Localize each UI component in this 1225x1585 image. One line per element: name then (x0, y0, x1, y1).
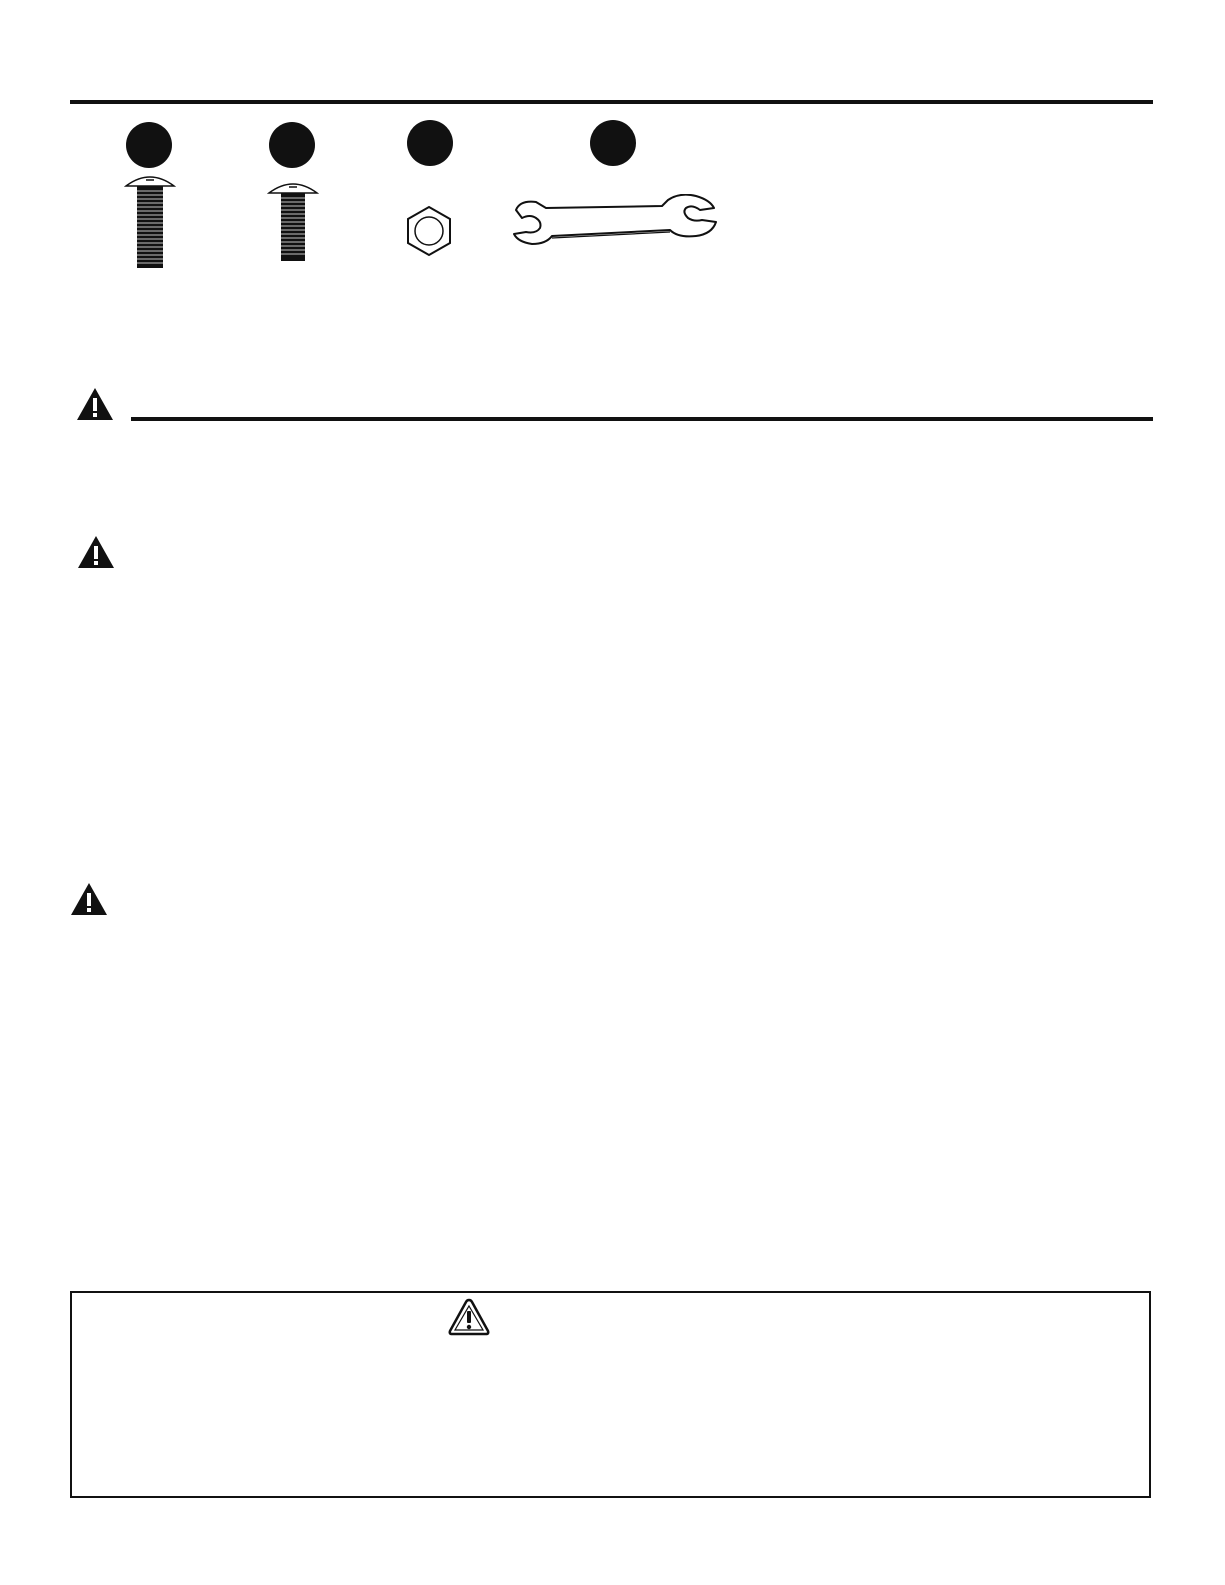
warnings-section-rule (131, 417, 1153, 421)
open-end-wrench-icon (512, 194, 718, 257)
caution-outline-triangle-icon (448, 1298, 490, 1341)
hardware-section-rule (70, 100, 1153, 104)
warning-triangle-icon (70, 882, 108, 921)
part-c-badge (407, 120, 453, 166)
warning-triangle-icon (76, 387, 114, 426)
caution-notice-box (70, 1291, 1151, 1498)
part-b-badge (269, 122, 315, 168)
part-d-badge (590, 120, 636, 166)
long-machine-screw-icon (124, 172, 176, 275)
part-a-badge (126, 122, 172, 168)
short-machine-screw-icon (267, 179, 319, 268)
warning-triangle-icon (77, 535, 115, 574)
hex-nut-icon (403, 205, 455, 262)
